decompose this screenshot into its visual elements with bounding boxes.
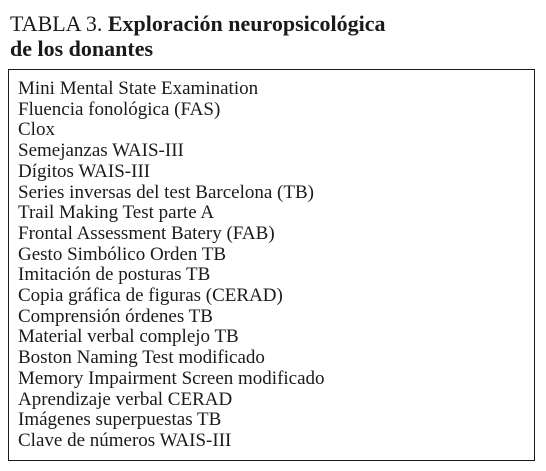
list-item: Imitación de posturas TB	[18, 264, 211, 286]
list-item: Aprendizaje verbal CERAD	[18, 388, 233, 410]
list-item: Semejanzas WAIS-III	[18, 140, 184, 162]
list-item: Series inversas del test Barcelona (TB)	[18, 181, 314, 203]
list-item: Mini Mental State Examination	[18, 78, 259, 99]
list-item: Comprensión órdenes TB	[18, 305, 213, 327]
list-item: Clox	[18, 119, 55, 141]
list-item: Fluencia fonológica (FAS)	[18, 98, 221, 120]
list-item: Clave de números WAIS-III	[18, 429, 232, 451]
table-label: TABLA 3.	[10, 11, 103, 36]
list-item: Frontal Assessment Batery (FAB)	[18, 222, 275, 244]
list-item: Trail Making Test parte A	[18, 202, 215, 224]
list-item: Boston Naming Test modificado	[18, 347, 265, 369]
table-title-line-2: de los donantes	[10, 36, 154, 61]
list-item: Material verbal complejo TB	[18, 326, 239, 348]
list-item: Imágenes superpuestas TB	[18, 409, 222, 431]
list-item: Gesto Simbólico Orden TB	[18, 243, 227, 265]
list-item: Dígitos WAIS-III	[18, 160, 151, 182]
list-item: Memory Impairment Screen modificado	[18, 367, 325, 389]
table-title-line-1: Exploración neuropsicológica	[107, 11, 386, 36]
table-box	[8, 69, 535, 461]
table-title	[10, 11, 386, 61]
list-item: Copia gráfica de figuras (CERAD)	[18, 285, 283, 307]
test-list	[18, 79, 325, 452]
